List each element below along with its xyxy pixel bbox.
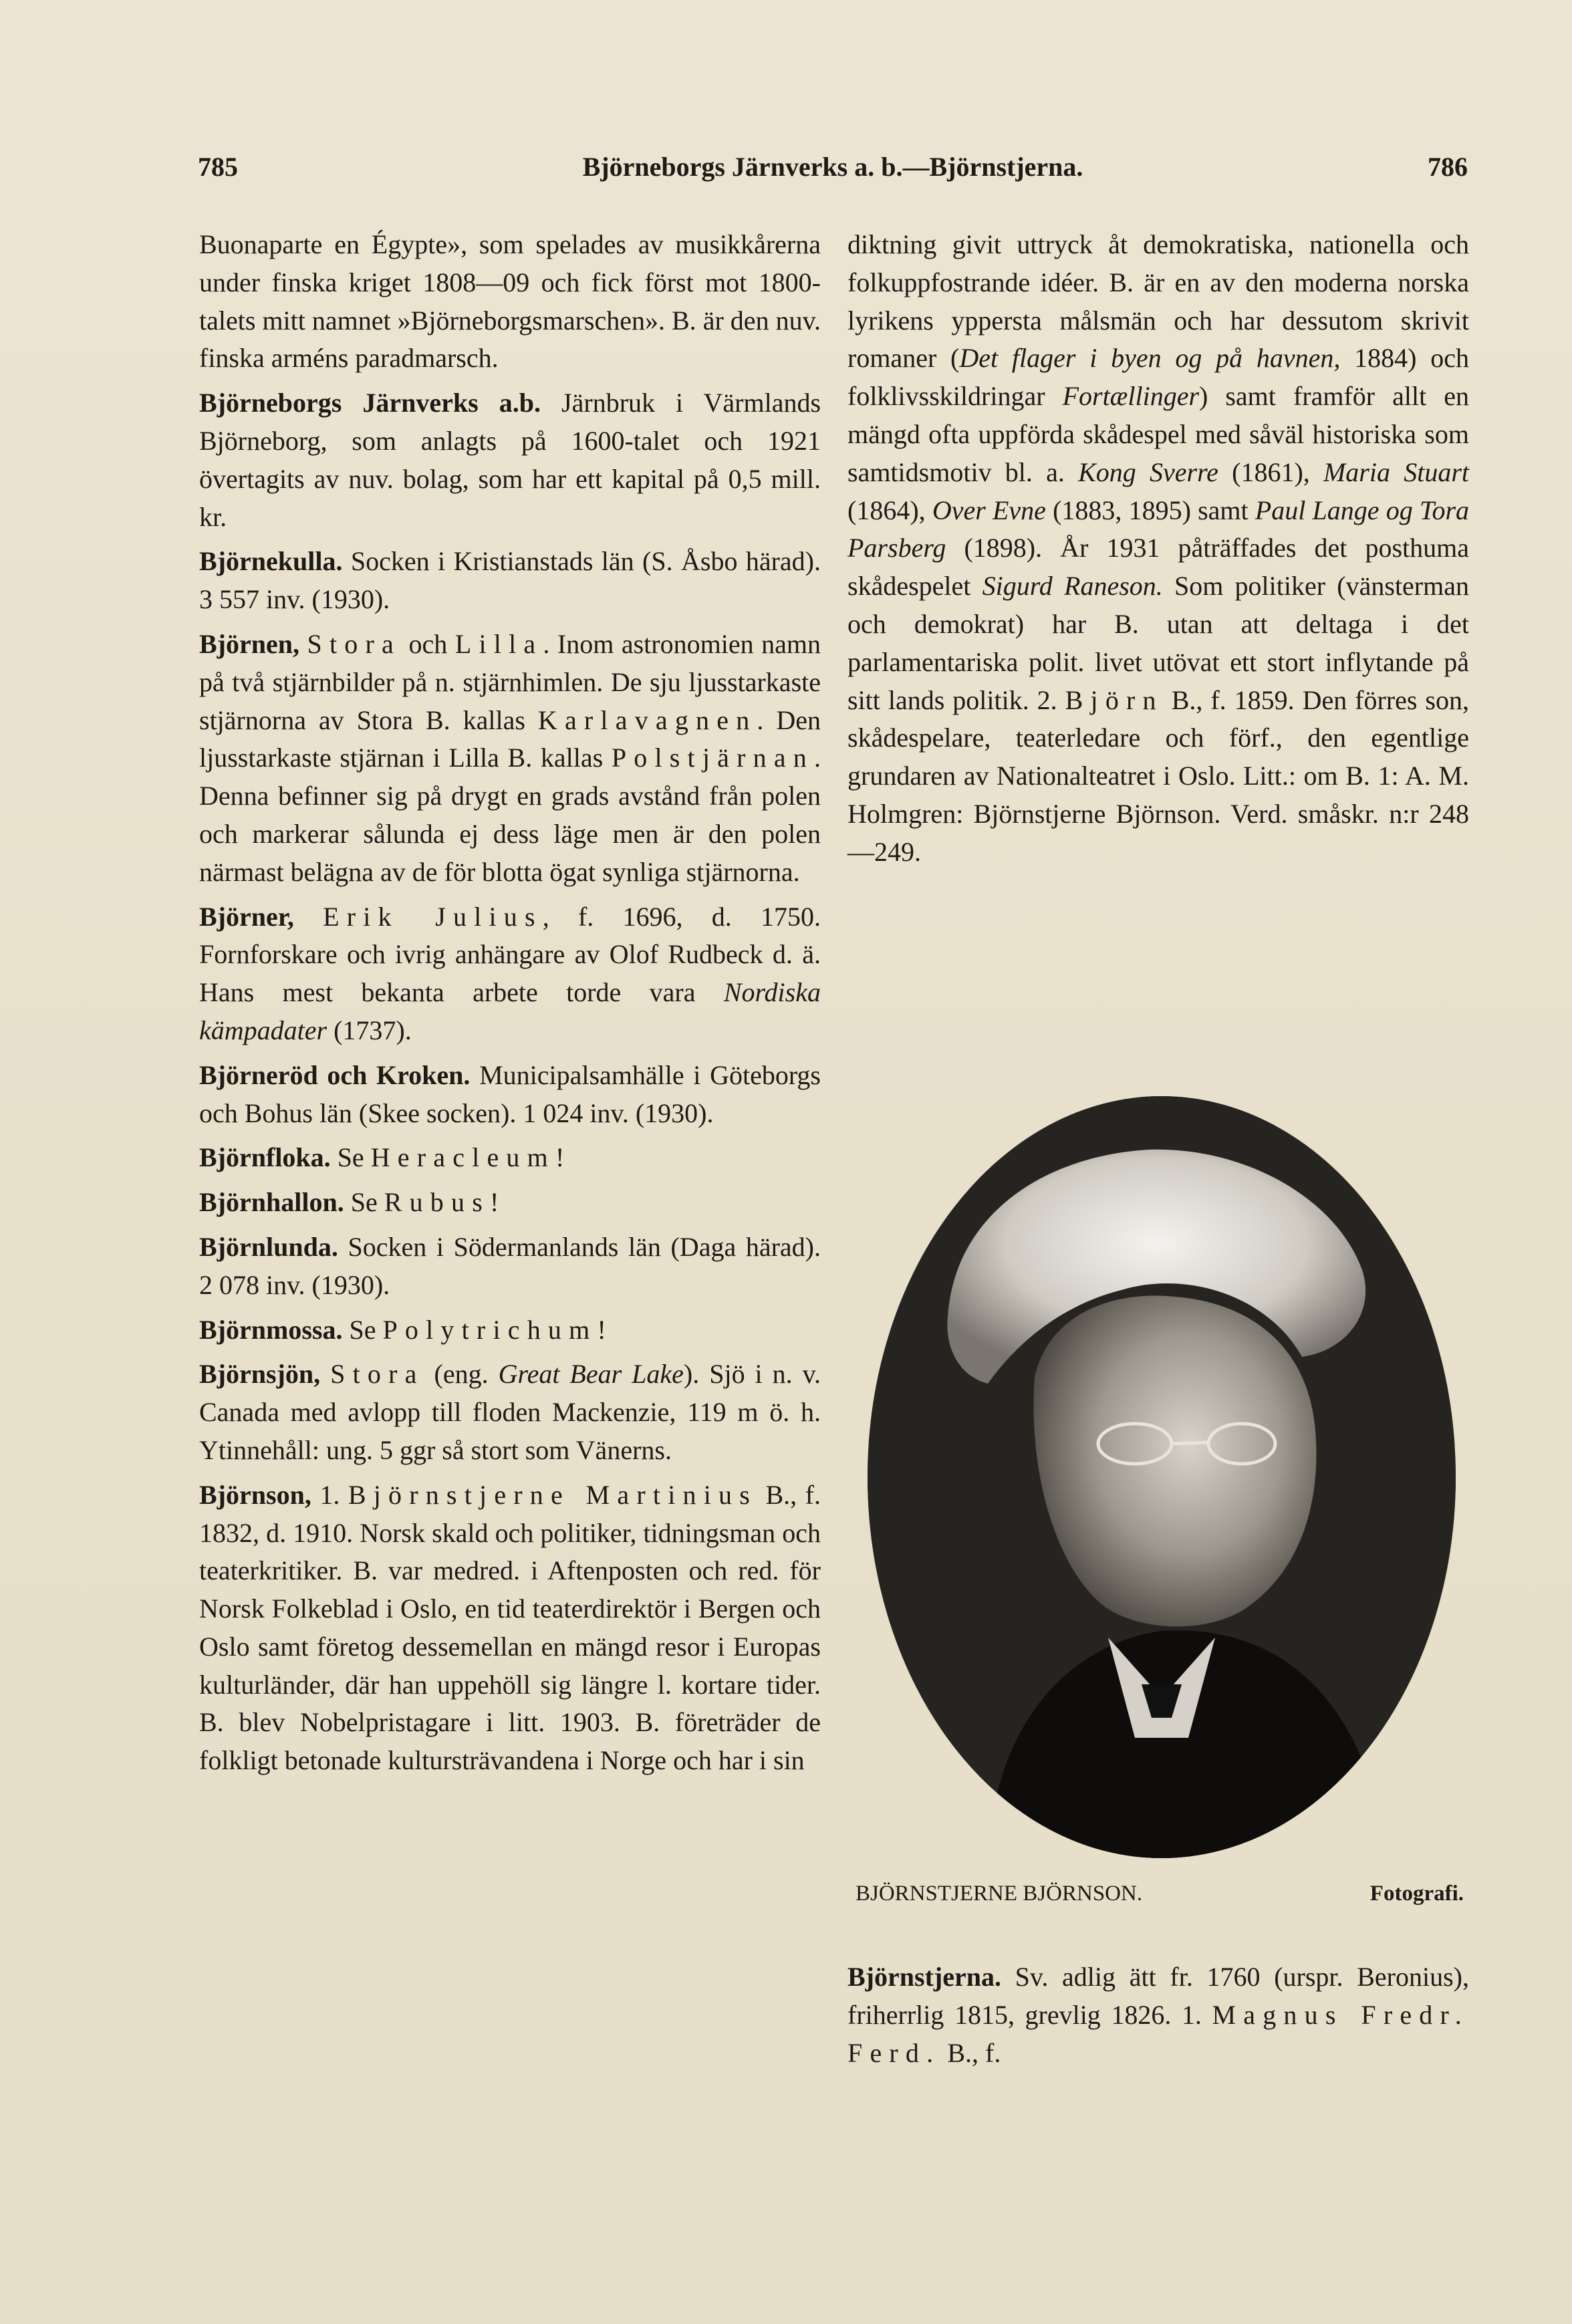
right-column-lower <box>847 1958 1469 2079</box>
portrait-caption <box>856 1882 1464 1922</box>
page-number-right: 786 <box>1428 152 1468 182</box>
right-column <box>847 226 1469 878</box>
entry-bjornsjon: Björnsjön, Stora (eng. Great Bear Lake). Sjö i n. v. Canada med avlopp till floden Mackenzie, 119 m ö. h. Ytinnehåll: ung. 5 ggr så stort som Vänerns. <box>199 1359 821 1465</box>
entry-bjornen: Björnen, Stora och Lilla. Inom astronomien namn på två stjärnbilder på n. stjärnhimlen. De sju ljusstarkaste stjärnorna av Stora B. kallas Karlavagnen. Den ljusstarkaste stjärnan i Lilla B. kallas Polstjärnan. Denna befinner sig på drygt en grads avstånd från polen och markerar sålunda ej dess läge men är den polen närmast belägna av de för blotta ögat synliga stjärnorna. <box>199 628 821 887</box>
entry-bjornhallon: Björnhallon. Se Rubus! <box>199 1187 499 1218</box>
entry-bjornlunda: Björnlunda. Socken i Södermanlands län (Daga härad). 2 078 inv. (1930). <box>199 1231 821 1300</box>
entry-bjornerod: Björneröd och Kroken. Municipalsamhälle i Göteborgs och Bohus län (Skee socken). 1 024 inv. (1930). <box>199 1059 821 1128</box>
portrait-oval <box>868 1096 1456 1858</box>
page-number-left: 785 <box>198 152 238 182</box>
caption-credit: Fotografi. <box>1369 1882 1464 1906</box>
running-header <box>198 151 1468 198</box>
entry-bjornson-continued: diktning givit uttryck åt demokratiska, nationella och folkuppfostrande idéer. B. är en av den moderna norska lyrikens yppersta målsmän och har dessutom skrivit romaner (Det flager i byen og på havnen, 1884) och folklivsskildringar Fortællinger) samt framför allt en mängd ofta uppförda skådespel med såväl historiska som samtidsmotiv bl. a. Kong Sverre (1861), Maria Stuart (1864), Over Evne (1883, 1895) samt Paul Lange og Tora Parsberg (1898). År 1931 påträffades det posthuma skådespelet Sigurd Raneson. Som politiker (vänsterman och demokrat) har B. utan att deltaga i det parlamentariska polit. livet utövat ett stort inflytande på sitt lands politik. 2. Björn B., f. 1859. Den förres son, skådespelare, teaterledare och förf., den egentlige grundaren av Nationalteatret i Oslo. Litt.: om B. 1: A. M. Holmgren: Björnstjerne Björnson. Verd. småskr. n:r 248—249. <box>847 229 1470 867</box>
entry-bjornstjerna: Björnstjerna. Sv. adlig ätt fr. 1760 (urspr. Beronius), friherrlig 1815, grevlig 1826. 1. Magnus Fredr. Ferd. B., f. <box>847 1962 1470 2068</box>
portrait-illustration <box>868 1096 1456 1858</box>
left-column <box>199 226 821 1787</box>
caption-name: BJÖRNSTJERNE BJÖRNSON. <box>856 1882 1143 1906</box>
entry-bjornson: Björnson, 1. Björnstjerne Martinius B., f. 1832, d. 1910. Norsk skald och politiker, tidningsman och teaterkritiker. B. var medred. i Aftenposten och red. för Norsk Folkeblad i Oslo, en tid teaterdirektör i Bergen och Oslo samt företog dessemellan en mängd resor i Europas kulturländer, där han uppehöll sig längre l. kortare tider. B. blev Nobelpristagare i litt. 1903. B. företräder de folkligt betonade kultursträvandena i Norge och har i sin <box>199 1479 821 1776</box>
entry-bjornekulla: Björnekulla. Socken i Kristianstads län (S. Åsbo härad). 3 557 inv. (1930). <box>199 546 821 615</box>
entry-bjornfloka: Björnfloka. Se Heracleum! <box>199 1142 565 1173</box>
entry-bjorneborgs-jarnverks: Björneborgs Järnverks a.b. Järnbruk i Värmlands Björneborg, som anlagts på 1600-talet och 1921 övertagits av nuv. bolag, som har ett kapital på 0,5 mill. kr. <box>199 388 821 532</box>
entry-continuation: Buonaparte en Égypte», som spelades av musikkårerna under finska kriget 1808—09 och fick först mot 1800-talets mitt namnet »Björneborgsmarschen». B. är den nuv. finska arméns paradmarsch. <box>199 229 821 374</box>
portrait-photo <box>868 1096 1456 1858</box>
running-title: Björneborgs Järnverks a. b.—Björnstjerna. <box>582 152 1083 182</box>
entry-bjorner: Björner, Erik Julius, f. 1696, d. 1750. Fornforskare och ivrig anhängare av Olof Rudbeck d. ä. Hans mest bekanta arbete torde vara Nordiska kämpadater (1737). <box>199 901 821 1045</box>
entry-bjornmossa: Björnmossa. Se Polytrichum! <box>199 1314 606 1345</box>
